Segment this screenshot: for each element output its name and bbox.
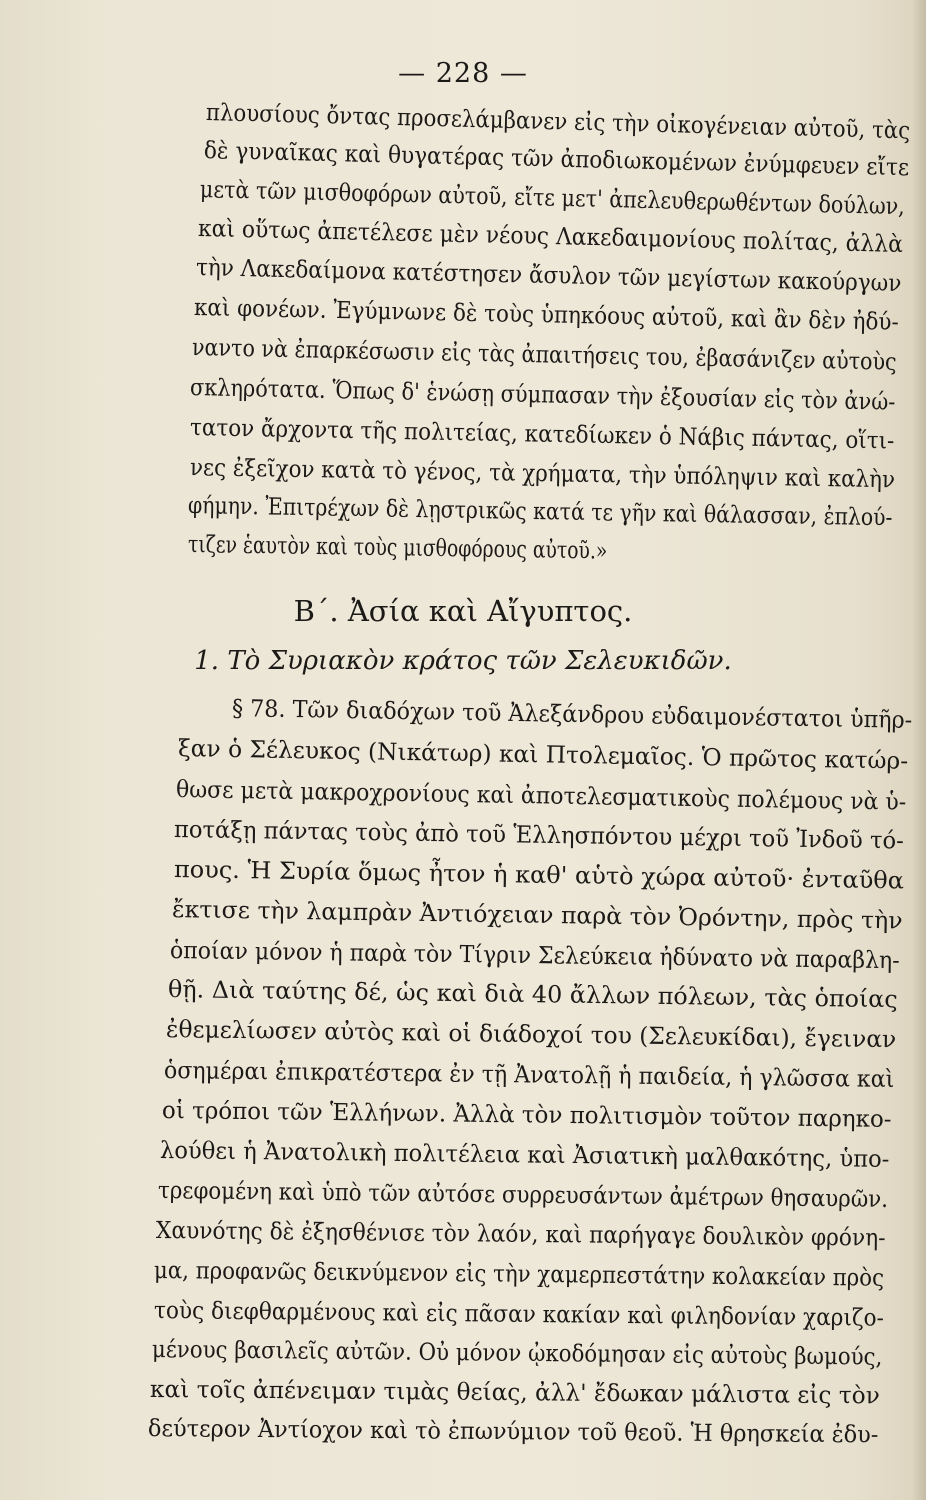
text-line: ἔκτισε τὴν λαμπρὰν Ἀντιόχειαν παρὰ τὸν Ὀρόντην, πρὸς τὴν (171, 895, 903, 935)
text-line: καὶ τοῖς ἀπένειμαν τιμὰς θείας, ἀλλ' ἔδωκαν μάλιστα εἰς τὸν (149, 1375, 880, 1410)
text-line: θωσε μετὰ μακροχρονίους καὶ ἀποτελεσματικοὺς πολέμους νὰ ὑ- (175, 775, 907, 816)
text-line: ποτάξῃ πάντας τοὺς ἀπὸ τοῦ Ἑλλησπόντου μέχρι τοῦ Ἰνδοῦ τό- (173, 815, 905, 855)
text-line: ὁποίαν μόνον ἡ παρὰ τὸν Τίγριν Σελεύκεια ἠδύνατο νὰ παραβλη- (169, 936, 900, 975)
text-line: δεύτερον Ἀντίοχον καὶ τὸ ἐπωνύμιον τοῦ θεοῦ. Ἡ θρησκεία ἐδυ- (147, 1414, 879, 1449)
page-spine-shadow (912, 0, 926, 1500)
subsection-heading: 1. Τὸ Συριακὸν κράτος τῶν Σελευκιδῶν. (194, 646, 732, 676)
text-line: φήμην. Ἐπιτρέχων δὲ λῃστρικῶς κατά τε γῆν καὶ θάλασσαν, ἐπλού- (187, 491, 893, 532)
text-line: ναντο νὰ ἐπαρκέσωσιν εἰς τὰς ἀπαιτήσεις του, ἐβασάνιζεν αὐτοὺς (191, 333, 897, 376)
text-line: ὁσημέραι ἐπικρατέστερα ἐν τῇ Ἀνατολῇ ἡ παιδεία, ἡ γλῶσσα καὶ (163, 1056, 895, 1093)
text-line: καὶ οὕτως ἀπετέλεσε μὲν νέους Λακεδαιμονίους πολίτας, ἀλλὰ (197, 214, 904, 258)
text-line: σκληρότατα. Ὅπως δ' ἑνώσῃ σύμπασαν τὴν ἐξουσίαν εἰς τὸν ἀνώ- (189, 373, 896, 416)
section-heading: Β΄. Ἀσία καὶ Αἴγυπτος. (293, 594, 633, 628)
text-line: οἱ τρόποι τῶν Ἑλλήνων. Ἀλλὰ τὸν πολιτισμὸν τοῦτον παρηκο- (161, 1096, 892, 1133)
text-line: πλουσίους ὄντας προσελάμβανεν εἰς τὴν οἰκογένειαν αὐτοῦ, τὰς (205, 98, 911, 145)
text-line: λούθει ἡ Ἀνατολικὴ πολιτέλεια καὶ Ἀσιατικὴ μαλθακότης, ὑπο- (159, 1136, 890, 1173)
text-line: πους. Ἡ Συρία ὅμως ἦτον ἡ καθ' αὑτὸ χώρα αὐτοῦ· ἐνταῦθα (173, 855, 905, 895)
text-line: θῇ. Διὰ ταύτης δέ, ὡς καὶ διὰ 40 ἄλλων πόλεων, τὰς ὁποίας (167, 975, 898, 1014)
text-line: μα, προφανῶς δεικνύμενον εἰς τὴν χαμερπεστάτην κολακείαν πρὸς (153, 1256, 885, 1292)
text-line: ξαν ὁ Σέλευκος (Νικάτωρ) καὶ Πτολεμαῖος. Ὁ πρῶτος κατώρ- (177, 734, 909, 775)
text-line: τὴν Λακεδαίμονα κατέστησεν ἄσυλον τῶν μεγίστων κακούργων (195, 253, 902, 298)
text-line: δὲ γυναῖκας καὶ θυγατέρας τῶν ἀποδιωκομένων ἐνύμφευεν εἴτε (203, 136, 910, 182)
text-line: τοὺς διεφθαρμένους καὶ εἰς πᾶσαν κακίαν καὶ φιληδονίαν χαριζο- (153, 1296, 885, 1332)
text-line: καὶ φονέων. Ἐγύμνωνε δὲ τοὺς ὑπηκόους αὐτοῦ, καὶ ἂν δὲν ἠδύ- (193, 293, 900, 336)
text-line: τρεφομένη καὶ ὑπὸ τῶν αὐτόσε συρρευσάντων ἀμέτρων θησαυρῶν. (157, 1176, 889, 1213)
text-line: Χαυνότης δὲ ἐξησθένισε τὸν λαόν, καὶ παρήγαγε δουλικὸν φρόνη- (155, 1216, 886, 1252)
page-number: — 228 — (398, 58, 528, 89)
text-line: νες ἐξεῖχον κατὰ τὸ γένος, τὰ χρήματα, τὴν ὑπόληψιν καὶ καλὴν (189, 453, 896, 494)
text-line: μένους βασιλεῖς αὐτῶν. Οὐ μόνον ᾠκοδόμησαν εἰς αὐτοὺς βωμούς, (151, 1335, 883, 1371)
text-line: μετὰ τῶν μισθοφόρων αὐτοῦ, εἴτε μετ' ἀπελευθερωθέντων δούλων, (199, 175, 906, 221)
text-line: § 78. Τῶν διαδόχων τοῦ Ἀλεξάνδρου εὐδαιμονέστατοι ὑπῆρ- (231, 694, 913, 734)
text-line: τιζεν ἑαυτὸν καὶ τοὺς μισθοφόρους αὐτοῦ.» (187, 530, 608, 565)
text-line: ἐθεμελίωσεν αὐτὸς καὶ οἱ διάδοχοί του (Σελευκίδαι), ἔγειναν (165, 1015, 897, 1054)
text-line: τατον ἄρχοντα τῆς πολιτείας, κατεδίωκεν ὁ Νάβις πάντας, οἵτι- (189, 413, 895, 455)
